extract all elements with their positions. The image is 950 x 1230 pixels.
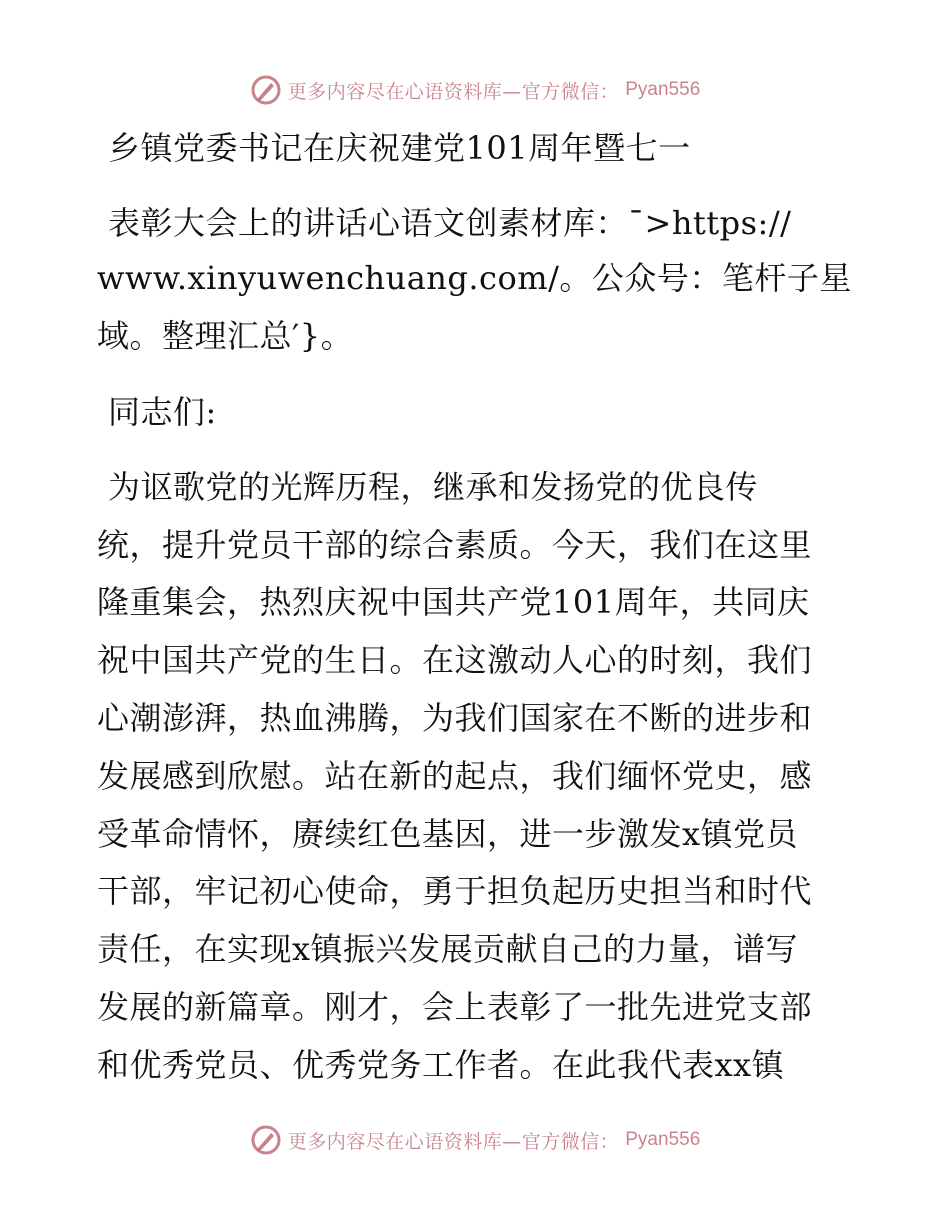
- body-line-5: 心潮澎湃，热血沸腾，为我们国家在不断的进步和: [97, 699, 813, 737]
- header-banner: [0, 70, 950, 110]
- salutation: 同志们:: [108, 393, 217, 431]
- title-line-3: www.xinyuwenchuang.com/。公众号：笔杆子星: [97, 259, 852, 297]
- footer-banner-wechat-id: Pyan556: [625, 1129, 701, 1150]
- body-line-2: 统，提升党员干部的综合素质。今天，我们在这里: [97, 526, 813, 564]
- body-line-11: 和优秀党员、优秀党务工作者。在此我代表xx镇: [97, 1046, 785, 1084]
- title-line-1: 乡镇党委书记在庆祝建党101周年暨七一: [108, 129, 691, 167]
- body-line-1: 为讴歌党的光辉历程，继承和发扬党的优良传: [108, 468, 759, 506]
- body-line-10: 发展的新篇章。刚才，会上表彰了一批先进党支部: [97, 988, 813, 1026]
- body-line-4: 祝中国共产党的生日。在这激动人心的时刻，我们: [97, 641, 813, 679]
- body-line-8: 干部，牢记初心使命，勇于担负起历史担当和时代: [97, 872, 813, 910]
- header-banner-text: 更多内容尽在心语资料库—官方微信：: [287, 80, 620, 103]
- body-line-6: 发展感到欣慰。站在新的起点，我们缅怀党史，感: [97, 757, 813, 795]
- title-line-2: 表彰大会上的讲话心语文创素材库：¯>https://: [108, 204, 792, 242]
- pen-logo-icon: [250, 74, 282, 106]
- body-line-7: 受革命情怀，赓续红色基因，进一步激发x镇党员: [97, 815, 799, 853]
- pen-logo-icon: [250, 1124, 282, 1156]
- body-line-9: 责任，在实现x镇振兴发展贡献自己的力量，谱写: [97, 930, 799, 968]
- header-banner-wechat-id: Pyan556: [625, 79, 701, 100]
- footer-banner: [0, 1120, 950, 1160]
- title-line-4: 域。整理汇总′}。: [97, 317, 354, 355]
- footer-banner-text: 更多内容尽在心语资料库—官方微信：: [287, 1130, 620, 1153]
- body-line-3: 隆重集会，热烈庆祝中国共产党101周年，共同庆: [97, 583, 810, 621]
